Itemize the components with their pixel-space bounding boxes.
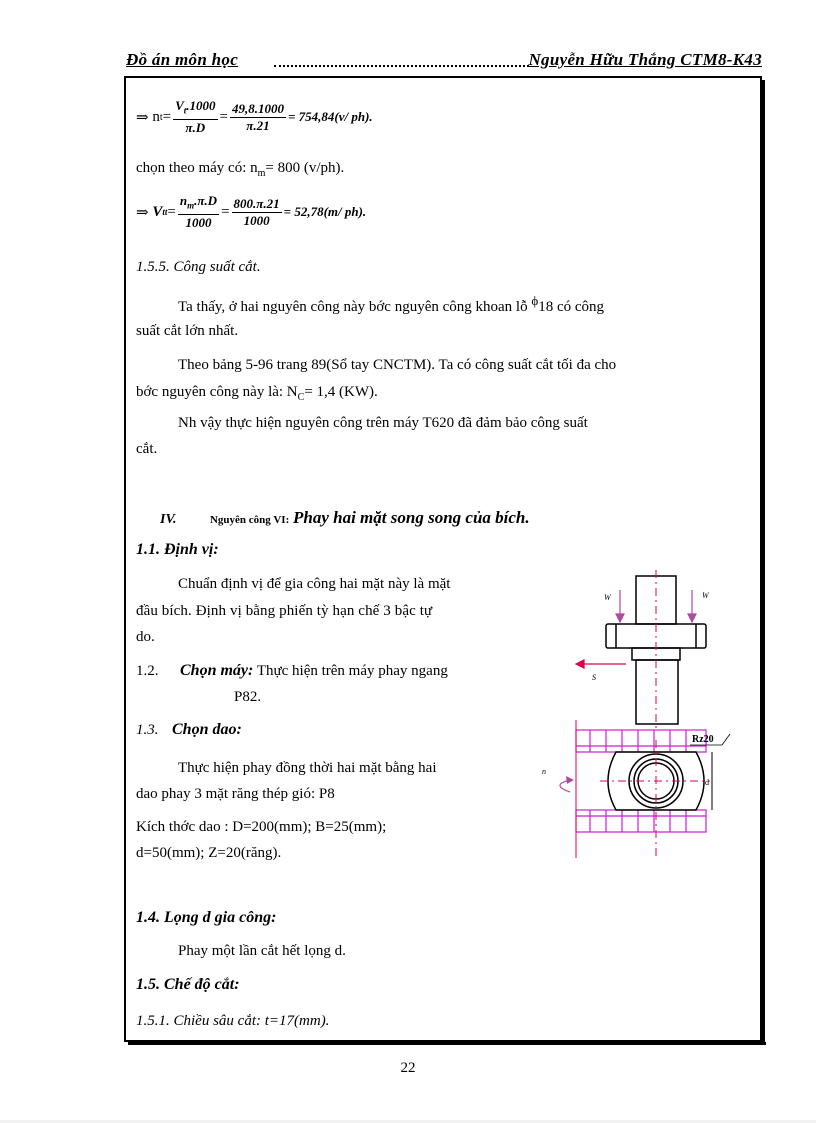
section-1-3: 1.3. Chọn dao: [136,721,242,738]
s11-line-1: Chuẩn định vị để gia công hai mặt này là mặt [178,576,451,592]
s11-line-3: do. [136,629,155,645]
paragraph-3-line-1: Nh vậy thực hiện nguyên công trên máy T620 đã đảm bảo công suất [178,415,588,431]
frame-shadow-bottom [128,1042,766,1045]
header-author: Nguyễn Hữu Thắng CTM8-K43 [528,50,762,69]
section-1-2: 1.2. Chọn máy: Thực hiện trên máy phay ngang [136,662,448,679]
label-d: d [705,778,709,787]
milling-cutter-top [576,730,706,752]
s13-line-1: Thực hiện phay đồng thời hai mặt bằng hai [178,760,437,776]
label-w-right: W [702,591,709,600]
header-course-title: Đồ án môn học [126,50,239,69]
fraction-4: $\frac{800.\pi.21}{1000}$ [233,195,280,228]
s13-line-2: dao phay 3 mặt răng thép gió: P8 [136,786,335,802]
milling-cutter-bottom [576,810,706,832]
s14-body: Phay một lần cắt hết lọng d. [178,943,346,959]
s11-line-2: đầu bích. Định vị bằng phiến tỳ hạn chế 3 bậc tự [136,603,433,619]
section-1-4-title: 1.4. Lọng d gia công: [136,909,277,926]
implies-symbol: ⇒ [136,204,149,221]
header-dotted-leader [274,65,529,67]
s12-line-2: P82. [234,689,262,705]
section-1-1-title: 1.1. Định vị: [136,541,219,558]
paragraph-3-line-2: cắt. [136,441,158,457]
page-number: 22 [400,1060,416,1076]
feed-arrow [576,660,626,668]
milling-setup-drawing [540,570,760,870]
chon-may-line: chọn theo máy có: $n_m= 800$ (v/ph). [136,160,345,179]
fraction-1: $\frac{V_t.1000}{\pi.D}$ [175,98,216,135]
paragraph-2-line-1: Theo bảng 5-96 trang 89(Sổ tay CNCTM). Ta có công suất cắt tối đa cho [178,357,617,373]
section-1-5-title: 1.5. Chế độ cắt: [136,976,240,993]
s13-kich-thuoc-line-1: Kích thớc dao : D=200(mm); B=25(mm); [136,819,387,835]
equation-spindle-speed: ⇒ n t = $\frac{V_t.1000}{\pi.D}$ = $\frac{49,8.1000}{\pi.21}$ = 754,84(v/ ph). [136,98,373,135]
section-1-5-1: 1.5.1. Chiều sâu cắt: t=17(mm). [136,1013,330,1029]
section-1-5-5-title: 1.5.5. Công suất cắt. [136,259,261,275]
implies-symbol: ⇒ [136,109,149,126]
fraction-2: $\frac{49,8.1000}{\pi.21}$ [231,100,284,133]
frame-shadow-right [762,80,765,1045]
rotation-arrowhead [566,776,574,784]
s13-kich-thuoc-line-2: d=50(mm); Z=20(răng). [136,845,282,861]
label-s: S [592,673,596,682]
label-n: n [542,767,546,776]
paragraph-1-line-1: Ta thấy, ở hai nguyên công này bớc nguyên công khoan lỗ $^\phi$18 có công [178,293,605,315]
section-iv-heading: IV. Nguyên công VI: Phay hai mặt song song của bích. [160,508,530,527]
paragraph-1-line-2: suất cắt lớn nhất. [136,323,239,339]
equation-cutting-speed: ⇒ V tt = $\frac{n_m.\pi.D}{1000}$ = $\frac{800.\pi.21}{1000}$ = 52,78(m/ ph). [136,193,367,230]
rz20-tick [722,734,730,745]
page-header [124,48,764,72]
paragraph-2-line-2: bớc nguyên công này là: $N_C= 1,4$ (KW). [136,384,378,403]
fraction-3: $\frac{n_m.\pi.D}{1000}$ [179,193,218,230]
label-rz20: Rz20 [692,734,714,745]
label-w: W [604,593,611,602]
